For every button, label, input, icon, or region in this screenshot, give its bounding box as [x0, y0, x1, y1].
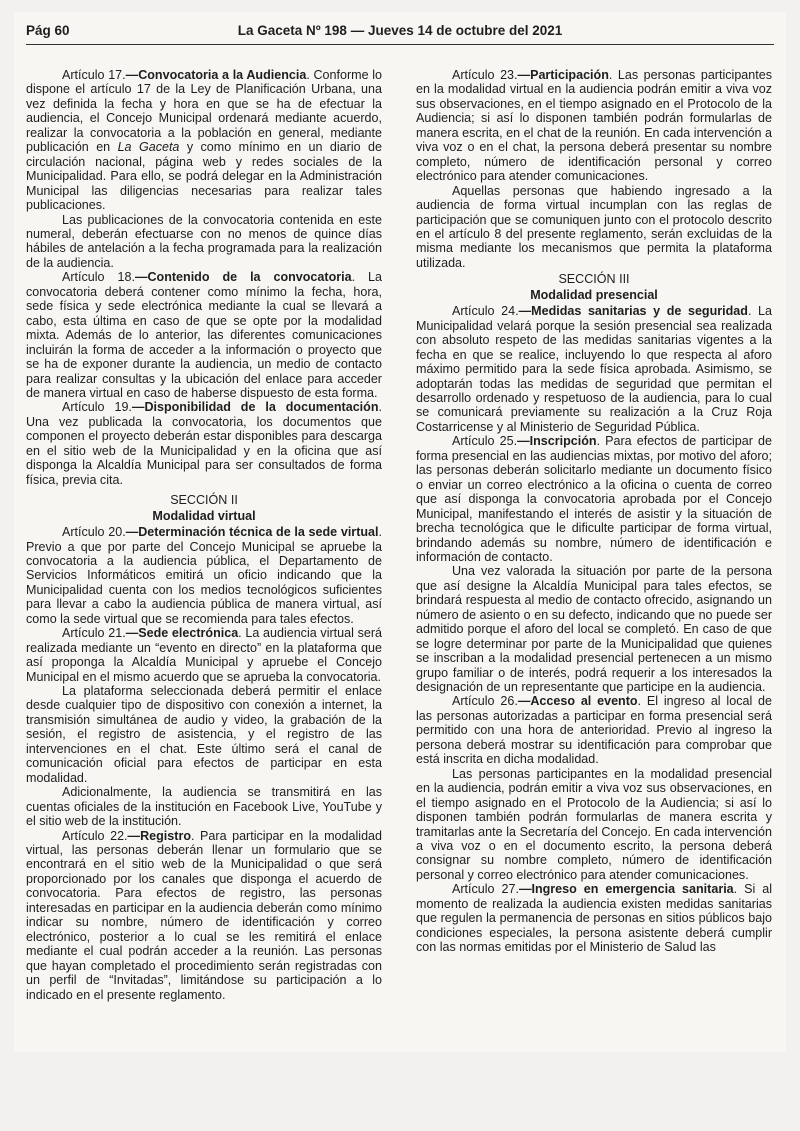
article-25-title: —Inscripción [517, 434, 597, 449]
section-heading: SECCIÓN III [558, 272, 630, 287]
article-20-title: —Determinación técnica de la sede virtual [125, 525, 379, 540]
gazette-title: La Gaceta Nº 198 — Jueves 14 de octubre del 2021 [237, 23, 563, 38]
article-26-title: —Acceso al evento [517, 694, 638, 709]
article-18: Artículo 18.—Contenido de la convocatoria. La convocatoria deberá contener como mínimo la fecha, hora, sede física y sede electrónica mediante la cual se llevará a cabo, esta última en caso de que se opte por la modalidad mixta. Además de lo anterior, las diferentes comunicaciones incluirán la forma de acceder a la información o proyecto que se ha de exponer durante la audiencia, un medio de contacto para realizar consultas y la ubicación del enlace para acceder de manera virtual en caso de haberse dispuesto de esta forma. [26, 270, 382, 400]
article-27-title: —Ingreso en emergencia sanitaria [518, 882, 734, 897]
article-24-title: —Medidas sanitarias y de seguridad [518, 304, 748, 319]
left-column [26, 68, 382, 1002]
article-27: Artículo 27.—Ingreso en emergencia sanitaria. Si al momento de realizada la audiencia existen medidas sanitarias que regulen la permanencia de personas en sitios públicos bajo condiciones especiales, la persona asistente deberá cumplir con las normas emitidas por el Ministerio de Salud las [416, 882, 772, 955]
article-23-title: —Participación [517, 68, 609, 82]
article-22: Artículo 22.—Registro. Para participar en la modalidad virtual, las personas deberán llenar un formulario que se encontrará en el sitio web de la Municipalidad o que será proporcionado por los canales que disponga el acuerdo de convocatoria. Para efectos de registro, las personas interesadas en participar en la audiencia deberán como mínimo indicar su nombre, número de identificación y correo electrónico, posterior a lo cual se les remitirá el enlace mediante el cual podrán acceder a la reunión. Las personas que hayan completado el procedimiento serán registradas con un perfil de “Invitadas”, limitándose su participación a lo indicado en el presente reglamento. [26, 828, 383, 1002]
gaceta-name: La Gaceta [117, 140, 180, 155]
article-21-title: —Sede electrónica [125, 626, 239, 641]
paragraph-aquellas: Aquellas personas que habiendo ingresado a la audiencia de forma virtual incumplan con las reglas de participación que se comuniquen junto con el protocolo descrito en el artículo 8 del presente reglamento, serán excluidas de la misma mediante los mecanismos que permita la plataforma utilizada. [416, 183, 772, 270]
section-title: Modalidad presencial [530, 287, 658, 302]
paragraph-adicionalmente: Adicionalmente, la audiencia se transmitirá en las cuentas oficiales de la institución en Facebook Live, YouTube y el sitio web de la institución. [26, 785, 382, 829]
article-25: Artículo 25.—Inscripción. Para efectos de participar de forma presencial en las audiencias mixtas, por motivo del aforo; las personas deberán solicitarlo mediante un documento físico o enviar un correo electrónico a la oficina o cuenta de correo que así disponga la convocatoria aprobada por el Concejo Municipal, manifestando el interés de asistir y la situación de brecha tecnológica que le dificulte participar de forma virtual, brindando además su nombre, número de identificación e información de contacto. [416, 434, 772, 564]
article-17: Artículo 17.—Convocatoria a la Audiencia. Conforme lo dispone el artículo 17 de la Ley de Planificación Urbana, una vez definida la fecha y hora en que se ha de efectuar la audiencia, el Concejo Municipal ordenará mediante acuerdo, realizar la convocatoria a la población en general, mediante publicación en La Gaceta y como mínimo en un diario de circulación nacional, página web y redes sociales de la Municipalidad. Para ello, se podrá delegar en la Administración Municipal las diligencias necesarias para realizar tales publicaciones. [26, 68, 383, 213]
right-column [416, 68, 772, 955]
section-title: Modalidad virtual [152, 508, 256, 523]
article-23: Artículo 23.—Participación. Las personas participantes en la modalidad virtual en la audiencia podrán emitir a viva voz sus observaciones, en el tiempo asignado en el Protocolo de la Audiencia; si así lo disponen también podrán formularlas de manera escrita, en el chat de la reunión. En cada intervención a viva voz o en el chat, la persona deberá presentar su nombre completo, número de identificación personal y correo electrónico para atender comunicaciones. [416, 68, 772, 184]
article-19: Artículo 19.—Disponibilidad de la documentación. Una vez publicada la convocatoria, los documentos que componen el proyecto deberán estar disponibles para descarga en el sitio web de la Municipalidad y en la oficina que así disponga la Alcaldía Municipal para ser consultados de forma física, previa cita. [26, 400, 382, 487]
paragraph-publicaciones: Las publicaciones de la convocatoria contenida en este numeral, deberán efectuarse con no menos de quince días hábiles de antelación a la fecha programada para la realización de la audiencia. [26, 212, 382, 270]
article-22-title: —Registro [127, 828, 191, 843]
article-24: Artículo 24.—Medidas sanitarias y de seguridad. La Municipalidad velará porque la sesión presencial sea realizada con absoluto respeto de las medidas sanitarias vigentes a la fecha en que se realice, incluyendo lo que respecta al aforo máximo permitido para la sede física aprobada. Asimismo, se adoptarán todas las medidas de seguridad que permitan el desarrollo ordenado y respetuoso de la audiencia, para lo cual se comunicará previamente su realización a la Cruz Roja Costarricense y al Ministerio de Seguridad Pública. [416, 304, 773, 434]
article-26: Artículo 26.—Acceso al evento. El ingreso al local de las personas autorizadas a participar en forma presencial será permitido con una hora de anterioridad. Previo al ingreso la persona deberá mostrar su identificación para comprobar que está inscrita en dicha modalidad. [416, 694, 773, 767]
article-20: Artículo 20.—Determinación técnica de la sede virtual. Previo a que por parte del Concejo Municipal se apruebe la convocatoria a la audiencia pública, el Departamento de Servicios Informáticos emitirá un oficio indicando que la Municipalidad cuenta con los medios tecnológicos suficientes para llevar a cabo la audiencia pública de manera virtual, así como la sede virtual que se recomienda para tales efectos. [26, 525, 382, 626]
section-heading: SECCIÓN II [170, 493, 238, 508]
paragraph-valorada: Una vez valorada la situación por parte de la persona que así designe la Alcaldía Municipal para tales efectos, se brindará respuesta al medio de contacto ofrecido, asignando un número de asiento o en su defecto, indicando que no puede ser admitido porque el aforo del local se completó. En caso de que se logre determinar por parte de la Municipalidad que quienes se inscriban a la modalidad presencial pertenecen a un mismo grupo familiar o de interés, podrá requerir a los interesados la designación de un representante que participe en la audiencia. [416, 564, 772, 695]
paragraph-participantes: Las personas participantes en la modalidad presencial en la audiencia, podrán emitir a viva voz sus observaciones, en el tiempo asignado en el Protocolo de la Audiencia; si así lo disponen también podrán formularlas de manera escrita y tramitarlas ante la Secretaría del Concejo. En cada intervención a viva voz o en el documento escrito, la persona deberá consignar su nombre completo, número de identificación personal y correo electrónico para atender comunicaciones. [416, 766, 772, 882]
article-17-title: —Convocatoria a la Audiencia [125, 68, 307, 82]
paragraph-plataforma: La plataforma seleccionada deberá permitir el enlace desde cualquier tipo de dispositivo con conexión a internet, la transmisión simultánea de audio y video, la grabación de la sesión, el registro de asistencia, y el registro de las intervenciones en el chat. Este último será el canal de comunicación oficial para efectos de participar en esta modalidad. [26, 684, 382, 785]
article-18-title: —Contenido de la convocatoria [134, 270, 352, 285]
page-header [26, 22, 774, 45]
page-number: Pág 60 [26, 23, 70, 38]
article-19-title: —Disponibilidad de la documentación [131, 400, 379, 415]
article-21: Artículo 21.—Sede electrónica. La audiencia virtual será realizada mediante un “evento en directo” en la plataforma que así proponga la Alcaldía Municipal y apruebe el Concejo Municipal en el mismo acuerdo que se aprueba la convocatoria. [26, 626, 382, 684]
